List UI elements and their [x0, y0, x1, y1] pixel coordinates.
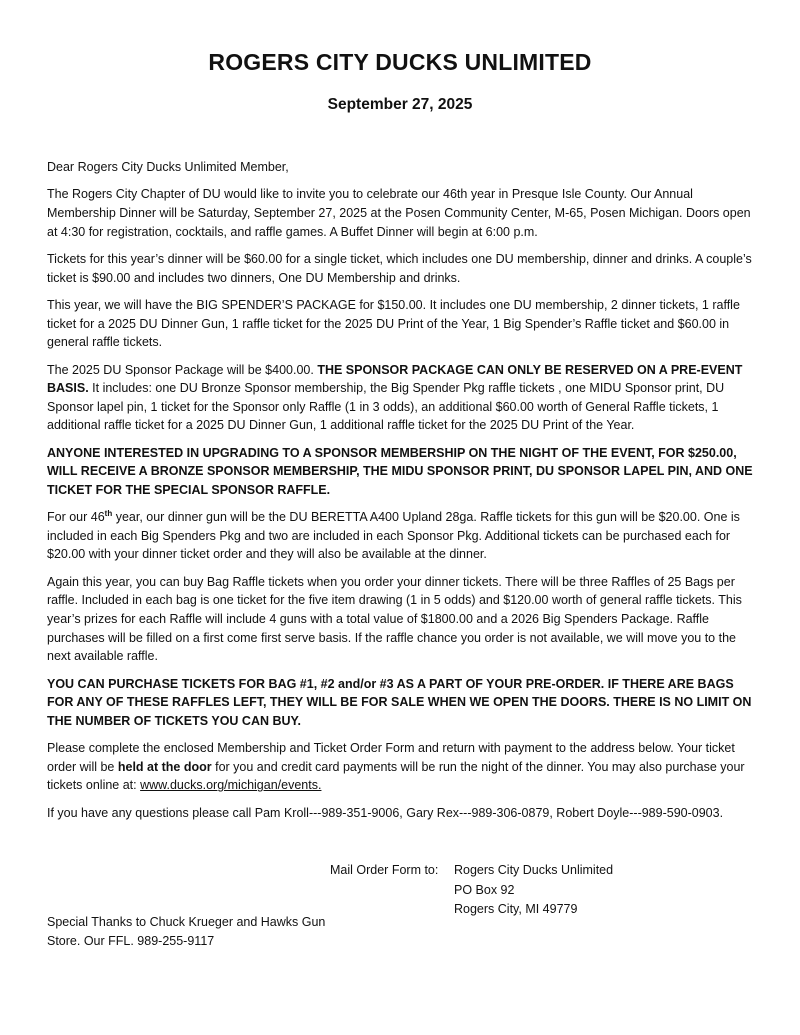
gun-text-start: For our 46	[47, 510, 105, 525]
order-text-mid: for you and credit card payments will be run the night of the dinner. You may also purchase your tickets online at:	[47, 759, 745, 793]
paragraph-big-spender: This year, we will have the BIG SPENDER’S PACKAGE for $150.00. It includes one DU membership, 2 dinner tickets, 1 raffle ticket for a 2025 DU Dinner Gun, 1 raffle ticket for the 2025 DU Print of the Year, 1 Big Spender’s Raffle ticket and $60.00 in general raffle tickets.	[47, 297, 740, 350]
address-line-2: PO Box 92	[454, 882, 515, 897]
paragraph-dinner-gun	[47, 508, 759, 564]
order-text-bold: held at the door	[117, 759, 212, 774]
thanks-line-1: Special Thanks to Chuck Krueger and Hawks Gun	[47, 915, 326, 929]
gun-text-end: year, our dinner gun will be the DU BERETTA A400 Upland 28ga. Raffle tickets for this gun will be $20.00. One is included in each Big Spenders Pkg and two are included in each Sponsor Pkg. Additional tickets can be purchased each for $20.00 with your dinner ticket order and they will also be available at the dinner.	[47, 510, 740, 562]
address-line-3: Rogers City, MI 49779	[454, 902, 578, 916]
paragraph-order-form	[47, 739, 759, 795]
page-title: ROGERS CITY DUCKS UNLIMITED	[208, 49, 592, 75]
paragraph-upgrade-notice: ANYONE INTERESTED IN UPGRADING TO A SPONSOR MEMBERSHIP ON THE NIGHT OF THE EVENT, FOR $250.00, WILL RECEIVE A BRONZE SPONSOR MEMBERSHIP, THE MIDU SPONSOR PRINT, DU SPONSOR LAPEL PIN, AND ONE TICKET FOR THE SPECIAL SPONSOR RAFFLE.	[47, 445, 753, 497]
salutation: Dear Rogers City Ducks Unlimited Member,	[47, 160, 289, 174]
special-thanks	[47, 913, 347, 950]
address-line-1: Rogers City Ducks Unlimited	[454, 863, 614, 877]
paragraph-preorder-notice: YOU CAN PURCHASE TICKETS FOR BAG #1, #2 and/or #3 AS A PART OF YOUR PRE-ORDER. IF THERE ARE BAGS FOR ANY OF THESE RAFFLES LEFT, THEY WILL BE FOR SALE WHEN WE OPEN THE DOORS. THERE IS NO LIMIT ON THE NUMBER OF TICKETS YOU CAN BUY.	[47, 676, 752, 728]
sponsor-text-end: It includes: one DU Bronze Sponsor membership, the Big Spender Pkg raffle tickets , one MIDU Sponsor print, DU Sponsor lapel pin, 1 ticket for the Sponsor only Raffle (1 in 3 odds), an additional $60.00 worth of General Raffle tickets, 1 additional raffle ticket for a 2025 DU Dinner Gun, 1 additional raffle ticket for the 2025 DU Print of the Year.	[47, 381, 725, 433]
paragraph-contacts: If you have any questions please call Pam Kroll---989-351-9006, Gary Rex---989-306-0879, Robert Doyle---989-590-0903.	[47, 805, 724, 820]
mail-order-label: Mail Order Form to:	[330, 863, 439, 877]
events-link[interactable]: www.ducks.org/michigan/events.	[140, 778, 322, 793]
paragraph-tickets: Tickets for this year’s dinner will be $60.00 for a single ticket, which includes one DU membership, dinner and drinks. A couple’s ticket is $90.00 and includes two dinners, One DU Membership and drinks.	[47, 251, 752, 285]
mail-address	[454, 861, 613, 920]
letter-body	[47, 158, 759, 831]
paragraph-sponsor-package	[47, 361, 759, 435]
event-date: September 27, 2025	[327, 96, 473, 113]
paragraph-bag-raffle: Again this year, you can buy Bag Raffle tickets when you order your dinner tickets. There will be three Raffles of 25 Bags per raffle. Included in each bag is one ticket for the five item drawing (1 in 5 odds) and $120.00 worth of general raffle tickets. This year’s prizes for each Raffle will include 4 guns with a total value of $1800.00 and a 2026 Big Spenders Package. Raffle purchases will be filled on a first come first serve basis. If the raffle chance you order is not available, we will move you to the next available raffle.	[47, 574, 742, 664]
sponsor-text-bold: THE SPONSOR PACKAGE CAN ONLY BE RESERVED ON A PRE-EVENT BASIS.	[47, 362, 743, 396]
gun-text-superscript: th	[104, 509, 113, 519]
sponsor-text-start: The 2025 DU Sponsor Package will be $400.00.	[47, 362, 318, 377]
thanks-line-2: Store. Our FFL. 989-255-9117	[47, 933, 215, 948]
order-text-start: Please complete the enclosed Membership and Ticket Order Form and return with payment to the address below. Your ticket order will be	[47, 741, 735, 774]
paragraph-invitation: The Rogers City Chapter of DU would like to invite you to celebrate our 46th year in Presque Isle County. Our Annual Membership Dinner will be Saturday, September 27, 2025 at the Posen Community Center, M-65, Posen Michigan. Doors open at 4:30 for registration, cocktails, and raffle games. A Buffet Dinner will begin at 6:00 p.m.	[47, 187, 751, 239]
